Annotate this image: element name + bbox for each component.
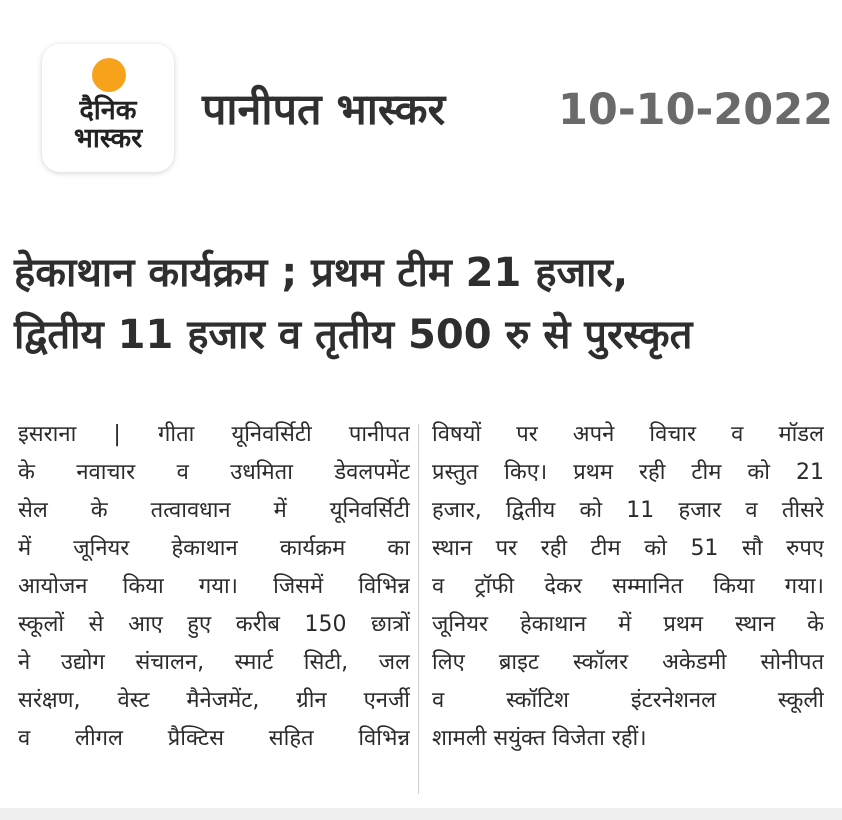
article-line: व ट्रॉफी देकर सम्मानित किया गया।: [432, 574, 824, 599]
headline-line2: द्वितीय 11 हजार व तृतीय 500 रु से पुरस्कृत: [14, 312, 693, 358]
article-line: स्कूलों से आए हुए करीब 150 छात्रों: [18, 612, 410, 637]
bottom-edge-bar: [0, 808, 842, 820]
article-line: जूनियर हेकाथान में प्रथम स्थान के: [432, 612, 824, 637]
article-line: आयोजन किया गया। जिसमें विभिन्न: [18, 574, 410, 599]
article-line: में जूनियर हेकाथान कार्यक्रम का: [18, 536, 410, 561]
article-line: व लीगल प्रैक्टिस सहित विभिन्न: [18, 726, 410, 751]
article-line: इसराना | गीता यूनिवर्सिटी पानीपत: [18, 422, 410, 447]
article-column-left: [18, 416, 410, 758]
article-line: प्रस्तुत किए। प्रथम रही टीम को 21: [432, 460, 824, 485]
logo-text-line2: भास्कर: [73, 123, 143, 154]
article-line: शामली सयुंक्त विजेता रहीं।: [432, 726, 647, 751]
article-line: के नवाचार व उधमिता डेवलपमेंट: [18, 460, 410, 485]
article-line: स्थान पर रही टीम को 51 सौ रुपए: [432, 536, 824, 561]
edition-title: पानीपत भास्कर: [202, 85, 446, 135]
dainik-bhaskar-logo: [42, 44, 174, 172]
logo-sun-dot-icon: [92, 58, 126, 92]
article-line: सरंक्षण, वेस्ट मैनेजमेंट, ग्रीन एनर्जी: [18, 688, 410, 713]
article-line: ने उद्योग संचालन, स्मार्ट सिटी, जल: [18, 650, 410, 675]
article-line: विषयों पर अपने विचार व मॉडल: [432, 422, 824, 447]
logo-text-line1: दैनिक: [79, 95, 137, 126]
headline-line1: हेकाथान कार्यक्रम ; प्रथम टीम 21 हजार,: [14, 250, 629, 296]
edition-date: 10-10-2022: [558, 85, 834, 135]
article-line: हजार, द्वितीय को 11 हजार व तीसरे: [432, 498, 824, 523]
article-column-right: [432, 416, 824, 758]
article-line: व स्कॉटिश इंटरनेशनल स्कूली: [432, 688, 824, 713]
column-divider: [418, 424, 419, 794]
article-line: लिए ब्राइट स्कॉलर अकेडमी सोनीपत: [432, 650, 824, 675]
article-line: सेल के तत्वावधान में यूनिवर्सिटी: [18, 498, 410, 523]
